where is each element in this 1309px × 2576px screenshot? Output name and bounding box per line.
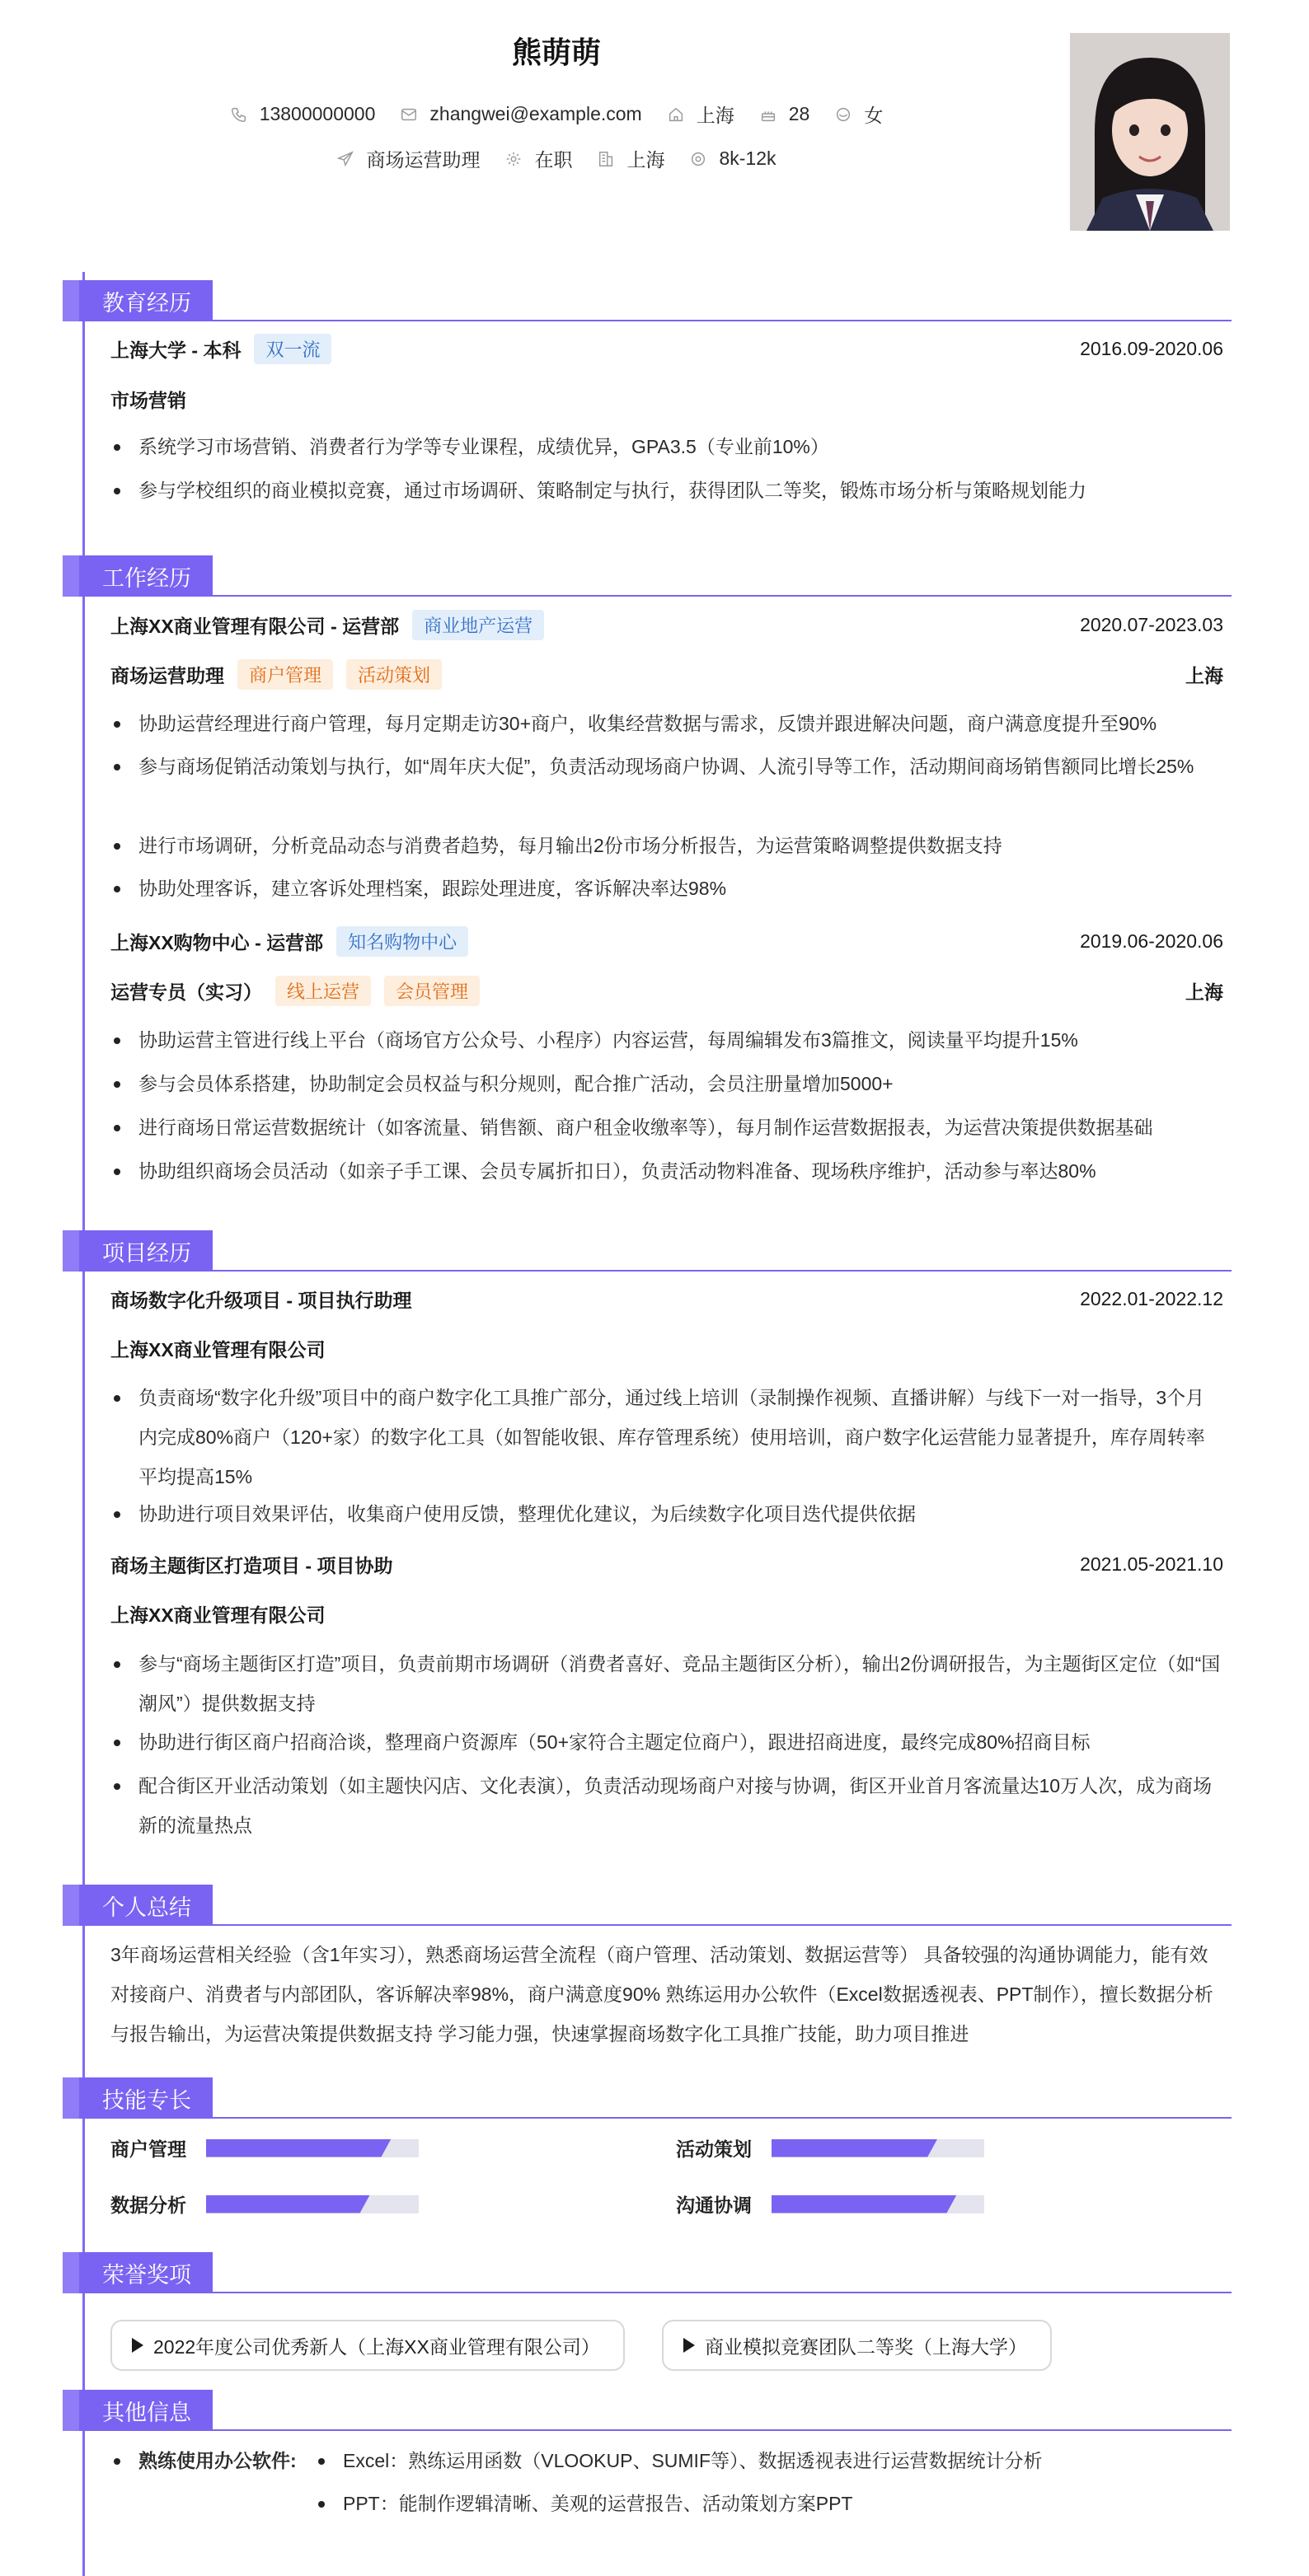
honor-text: 商业模拟竞赛团队二等奖（上海大学） bbox=[705, 2335, 1027, 2358]
skill-bar bbox=[772, 2195, 984, 2213]
project-header-row bbox=[110, 1286, 1223, 1313]
age-item bbox=[759, 103, 810, 125]
skill-bar-fill bbox=[772, 2139, 937, 2157]
job-intent-text: 商场运营助理 bbox=[366, 149, 481, 171]
timeline-line bbox=[82, 272, 85, 2576]
mail-icon bbox=[400, 105, 418, 124]
section-title: 个人总结 bbox=[63, 1885, 213, 1926]
salary-item bbox=[689, 148, 776, 170]
skill-name: 活动策划 bbox=[676, 2138, 752, 2160]
major: 市场营销 bbox=[110, 390, 186, 411]
skill-name: 沟通协调 bbox=[676, 2194, 752, 2216]
send-icon bbox=[336, 150, 354, 168]
major-row bbox=[110, 386, 1223, 413]
email-item bbox=[400, 103, 641, 125]
honor-text: 2022年度公司优秀新人（上海XX商业管理有限公司） bbox=[153, 2335, 600, 2358]
section-title: 荣誉奖项 bbox=[63, 2252, 213, 2293]
job-location: 上海 bbox=[1185, 981, 1223, 1003]
skill-bar-fill bbox=[772, 2195, 956, 2213]
status-icon bbox=[504, 150, 523, 168]
project-org: 上海XX商业管理有限公司 bbox=[110, 1604, 326, 1626]
section-title: 项目经历 bbox=[63, 1230, 213, 1272]
job-period: 2020.07-2023.03 bbox=[1080, 614, 1223, 635]
resume-header bbox=[0, 0, 1309, 247]
skill-tag: 商户管理 bbox=[237, 659, 333, 690]
section-divider bbox=[213, 2292, 1232, 2293]
expected-city-item bbox=[597, 145, 664, 172]
triangle-icon bbox=[132, 2338, 143, 2353]
salary-icon bbox=[689, 150, 707, 168]
profile-photo bbox=[1070, 33, 1230, 231]
phone-icon bbox=[230, 105, 248, 124]
list-item: 配合街区开业活动策划（如主题快闪店、文化表演），负责活动现场商户对接与协调，街区开业首月客流量达10万人次，成为商场新的流量热点 bbox=[110, 1766, 1223, 1845]
gender-text: 女 bbox=[864, 105, 884, 126]
section-skills bbox=[63, 2077, 1232, 2119]
section-title: 教育经历 bbox=[63, 280, 213, 321]
skill-bar bbox=[206, 2139, 419, 2157]
education-header-row bbox=[110, 334, 1223, 364]
skill-item bbox=[676, 2134, 984, 2161]
list-item: 系统学习市场营销、消费者行为学等专业课程，成绩优异，GPA3.5（专业前10%） bbox=[110, 427, 1223, 466]
skill-name: 数据分析 bbox=[110, 2194, 186, 2216]
age-text: 28 bbox=[788, 103, 810, 124]
company-line: 上海XX购物中心 - 运营部 bbox=[110, 932, 324, 953]
other-label: 熟练使用办公软件: bbox=[110, 2441, 325, 2480]
honor-card bbox=[110, 2320, 625, 2371]
list-item: Excel：熟练运用函数（VLOOKUP、SUMIF等）、数据透视表进行运营数据统计分析 bbox=[315, 2441, 1222, 2480]
project-period: 2021.05-2021.10 bbox=[1080, 1553, 1223, 1575]
job-location: 上海 bbox=[1185, 665, 1223, 686]
company-line: 上海XX商业管理有限公司 - 运营部 bbox=[110, 616, 400, 637]
skill-tag: 活动策划 bbox=[346, 659, 442, 690]
project-org-row bbox=[110, 1600, 1223, 1628]
project-name: 商场主题街区打造项目 - 项目协助 bbox=[110, 1555, 393, 1576]
job-role-row bbox=[110, 976, 1223, 1006]
city-item bbox=[667, 101, 734, 128]
section-divider bbox=[213, 320, 1232, 321]
list-item: 参与学校组织的商业模拟竞赛，通过市场调研、策略制定与执行，获得团队二等奖，锻炼市场分析与策略规划能力 bbox=[110, 471, 1223, 510]
job-role: 商场运营助理 bbox=[110, 665, 224, 686]
job-item bbox=[336, 145, 480, 172]
skill-item bbox=[110, 2190, 419, 2218]
skill-tag: 会员管理 bbox=[384, 976, 480, 1006]
skill-name: 商户管理 bbox=[110, 2138, 186, 2160]
phone-text: 13800000000 bbox=[259, 103, 376, 124]
skill-bar bbox=[206, 2195, 419, 2213]
section-honors bbox=[63, 2252, 1232, 2293]
section-projects bbox=[63, 1230, 1232, 1272]
honor-card bbox=[662, 2320, 1052, 2371]
project-org: 上海XX商业管理有限公司 bbox=[110, 1339, 326, 1361]
section-title: 技能专长 bbox=[63, 2077, 213, 2119]
job-header-row bbox=[110, 926, 1223, 957]
section-divider bbox=[213, 2429, 1232, 2431]
project-name: 商场数字化升级项目 - 项目执行助理 bbox=[110, 1290, 412, 1311]
skill-tag: 线上运营 bbox=[275, 976, 371, 1006]
section-title: 其他信息 bbox=[63, 2390, 213, 2431]
section-work bbox=[63, 555, 1232, 597]
project-period: 2022.01-2022.12 bbox=[1080, 1288, 1223, 1309]
industry-tag: 商业地产运营 bbox=[412, 610, 544, 640]
gender-icon bbox=[834, 105, 852, 124]
email-text: zhangwei@example.com bbox=[429, 103, 642, 124]
industry-tag: 知名购物中心 bbox=[336, 926, 468, 957]
list-item: 协助运营主管进行线上平台（商场官方公众号、小程序）内容运营，每周编辑发布3篇推文，阅读量平均提升15% bbox=[110, 1020, 1223, 1060]
list-item: 参与商场促销活动策划与执行，如“周年庆大促”，负责活动现场商户协调、人流引导等工作，活动期间商场销售额同比增长25% bbox=[110, 747, 1223, 786]
project-header-row bbox=[110, 1551, 1223, 1578]
section-summary bbox=[63, 1885, 1232, 1926]
list-item: 参与会员体系搭建，协助制定会员权益与积分规则，配合推广活动，会员注册量增加5000+ bbox=[110, 1064, 1223, 1103]
section-divider bbox=[213, 2117, 1232, 2119]
section-divider bbox=[213, 1270, 1232, 1272]
job-role: 运营专员（实习） bbox=[110, 981, 262, 1003]
gender-item bbox=[834, 101, 883, 128]
salary-text: 8k-12k bbox=[719, 148, 776, 169]
city-text: 上海 bbox=[696, 105, 734, 126]
intent-row bbox=[0, 145, 1113, 172]
skill-bar-fill bbox=[206, 2139, 391, 2157]
status-text: 在职 bbox=[534, 149, 573, 171]
candidate-name: 熊萌萌 bbox=[511, 35, 601, 69]
triangle-icon bbox=[683, 2338, 695, 2353]
contact-row bbox=[0, 101, 1113, 128]
section-title: 工作经历 bbox=[63, 555, 213, 597]
expected-city-text: 上海 bbox=[626, 149, 665, 171]
job-header-row bbox=[110, 610, 1223, 640]
list-item: 参与“商场主题街区打造”项目，负责前期市场调研（消费者喜好、竞品主题街区分析），输出2份调研报告，为主题街区定位（如“国潮风”）提供数据支持 bbox=[110, 1644, 1223, 1723]
list-item: 负责商场“数字化升级”项目中的商户数字化工具推广部分，通过线上培训（录制操作视频、直播讲解）与线下一对一指导，3个月内完成80%商户（120+家）的数字化工具（如智能收银、库存管理系统）使用培训，商户数字化运营能力显著提升，库存周转率平均提高15% bbox=[110, 1378, 1223, 1496]
school-line: 上海大学 - 本科 bbox=[110, 340, 242, 361]
list-item: 协助组织商场会员活动（如亲子手工课、会员专属折扣日），负责活动物料准备、现场秩序维护，活动参与率达80% bbox=[110, 1151, 1223, 1191]
section-divider bbox=[213, 1924, 1232, 1926]
school-tag: 双一流 bbox=[254, 334, 331, 364]
list-item: 协助处理客诉，建立客诉处理档案，跟踪处理进度，客诉解决率达98% bbox=[110, 869, 1223, 908]
building-icon bbox=[597, 150, 615, 168]
list-item: PPT：能制作逻辑清晰、美观的运营报告、活动策划方案PPT bbox=[315, 2484, 1222, 2523]
age-icon bbox=[759, 105, 777, 124]
list-item: 进行市场调研，分析竞品动态与消费者趋势，每月输出2份市场分析报告，为运营策略调整提供数据支持 bbox=[110, 826, 1223, 865]
summary-text: 3年商场运营相关经验（含1年实习），熟悉商场运营全流程（商户管理、活动策划、数据运营等） 具备较强的沟通协调能力，能有效对接商户、消费者与内部团队，客诉解决率98%，商户满意度90% 熟练运用办公软件（Excel数据透视表、PPT制作），擅长数据分析与报告输出，为运营决策提供数据支持 学习能力强，快速掌握商场数字化工具推广技能，助力项目推进 bbox=[110, 1944, 1213, 2044]
list-item: 进行商场日常运营数据统计（如客流量、销售额、商户租金收缴率等），每月制作运营数据报表，为运营决策提供数据基础 bbox=[110, 1108, 1223, 1147]
section-education bbox=[63, 280, 1232, 321]
section-other bbox=[63, 2390, 1232, 2431]
job-period: 2019.06-2020.06 bbox=[1080, 930, 1223, 952]
job-role-row bbox=[110, 659, 1223, 690]
home-icon bbox=[667, 105, 685, 124]
status-item bbox=[504, 145, 572, 172]
list-item: 协助进行街区商户招商洽谈，整理商户资源库（50+家符合主题定位商户），跟进招商进度，最终完成80%招商目标 bbox=[110, 1722, 1223, 1762]
phone-item bbox=[230, 103, 376, 125]
section-divider bbox=[213, 595, 1232, 597]
project-org-row bbox=[110, 1335, 1223, 1362]
skill-item bbox=[676, 2190, 984, 2218]
list-item: 协助进行项目效果评估，收集商户使用反馈，整理优化建议，为后续数字化项目迭代提供依据 bbox=[110, 1494, 1223, 1534]
list-item: 协助运营经理进行商户管理，每月定期走访30+商户，收集经营数据与需求，反馈并跟进解决问题，商户满意度提升至90% bbox=[110, 704, 1223, 743]
skill-bar-fill bbox=[206, 2195, 370, 2213]
skill-bar bbox=[772, 2139, 984, 2157]
skill-item bbox=[110, 2134, 419, 2161]
education-period: 2016.09-2020.06 bbox=[1080, 338, 1223, 359]
